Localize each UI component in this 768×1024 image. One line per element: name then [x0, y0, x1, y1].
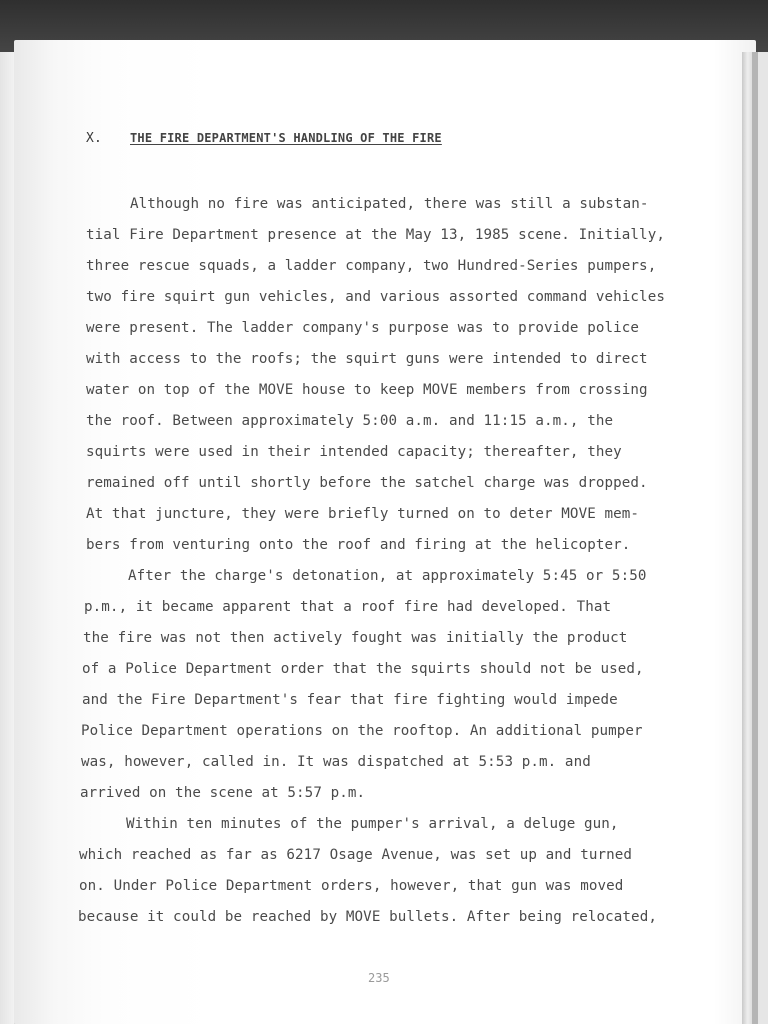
- document-page: [14, 40, 756, 1024]
- text-line: arrived on the scene at 5:57 p.m.: [80, 785, 366, 801]
- text-line: of a Police Department order that the squirts should not be used,: [82, 661, 644, 677]
- text-line: two fire squirt gun vehicles, and various assorted command vehicles: [86, 289, 665, 305]
- text-line: the fire was not then actively fought was initially the product: [83, 630, 628, 646]
- text-line: Police Department operations on the rooftop. An additional pumper: [81, 723, 643, 739]
- text-line: After the charge's detonation, at approximately 5:45 or 5:50: [128, 568, 647, 584]
- text-line: which reached as far as 6217 Osage Avenue, was set up and turned: [79, 847, 633, 863]
- text-line: squirts were used in their intended capacity; thereafter, they: [86, 444, 622, 460]
- text-line: p.m., it became apparent that a roof fire had developed. That: [84, 599, 612, 615]
- text-line: and the Fire Department's fear that fire fighting would impede: [82, 692, 618, 708]
- text-line: was, however, called in. It was dispatched at 5:53 p.m. and: [81, 754, 591, 770]
- section-heading: [86, 131, 442, 146]
- text-line: because it could be reached by MOVE bullets. After being relocated,: [78, 909, 657, 925]
- scanner-left-edge: [0, 52, 14, 1024]
- section-number: X.: [86, 131, 103, 146]
- text-line: remained off until shortly before the satchel charge was dropped.: [86, 475, 648, 491]
- text-line: Within ten minutes of the pumper's arrival, a deluge gun,: [126, 816, 619, 832]
- text-line: bers from venturing onto the roof and firing at the helicopter.: [86, 537, 631, 553]
- text-line: Although no fire was anticipated, there was still a substan-: [130, 196, 649, 212]
- text-line: three rescue squads, a ladder company, two Hundred-Series pumpers,: [86, 258, 657, 274]
- text-line: At that juncture, they were briefly turned on to deter MOVE mem-: [86, 506, 640, 522]
- text-line: on. Under Police Department orders, however, that gun was moved: [79, 878, 624, 894]
- text-line: tial Fire Department presence at the May 13, 1985 scene. Initially,: [86, 227, 665, 243]
- scanner-far-right: [758, 52, 768, 1024]
- text-line: water on top of the MOVE house to keep MOVE members from crossing: [86, 382, 648, 398]
- text-line: were present. The ladder company's purpose was to provide police: [86, 320, 640, 336]
- text-line: the roof. Between approximately 5:00 a.m. and 11:15 a.m., the: [86, 413, 614, 429]
- text-line: with access to the roofs; the squirt guns were intended to direct: [86, 351, 648, 367]
- section-title: THE FIRE DEPARTMENT'S HANDLING OF THE FIRE: [130, 131, 442, 145]
- page-number: 235: [368, 971, 390, 985]
